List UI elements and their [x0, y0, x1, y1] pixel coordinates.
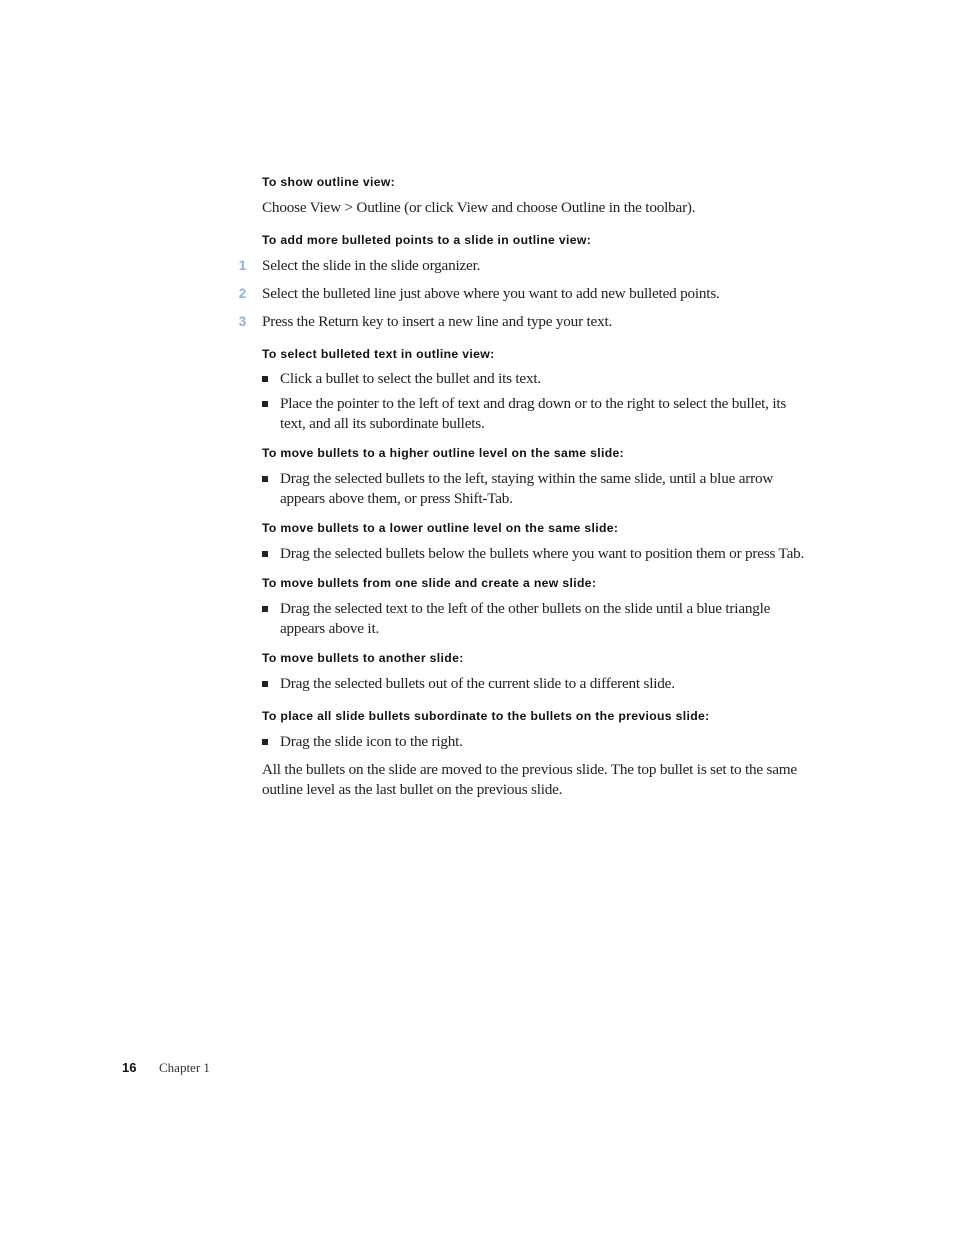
bullet-text: Click a bullet to select the bullet and its text. — [280, 370, 541, 387]
bullet-item — [262, 599, 807, 639]
bullet-text: Drag the selected bullets below the bullets where you want to position them or press Tab. — [280, 545, 805, 562]
section-heading: To show outline view: — [262, 175, 396, 189]
square-bullet-icon — [262, 401, 268, 407]
bullet-text: Drag the selected text to the left of the other bullets on the slide until a blue triangle appears above it. — [280, 600, 771, 637]
step-text: Press the Return key to insert a new line and type your text. — [262, 313, 613, 330]
bullet-text: Drag the slide icon to the right. — [280, 733, 463, 750]
numbered-step — [238, 284, 807, 304]
section-heading: To place all slide bullets subordinate to the bullets on the previous slide: — [262, 709, 710, 723]
bullet-item — [262, 394, 807, 434]
page-number: 16 — [122, 1060, 137, 1075]
bullet-item — [262, 544, 807, 564]
section-heading: To move bullets to a higher outline level on the same slide: — [262, 446, 625, 460]
numbered-step — [238, 256, 807, 276]
step-number: 3 — [238, 314, 246, 329]
step-number: 2 — [238, 286, 246, 301]
square-bullet-icon — [262, 681, 268, 687]
square-bullet-icon — [262, 551, 268, 557]
bullet-item — [262, 469, 807, 509]
page-content — [238, 174, 807, 800]
bullet-item — [262, 369, 807, 389]
square-bullet-icon — [262, 739, 268, 745]
bullet-item — [262, 732, 807, 752]
step-text: Select the bulleted line just above where you want to add new bulleted points. — [262, 285, 720, 302]
result-paragraph: All the bullets on the slide are moved to the previous slide. The top bullet is set to the same outline level as the last bullet on the previous slide. — [262, 761, 797, 798]
instruction-text: Choose View > Outline (or click View and choose Outline in the toolbar). — [262, 199, 696, 216]
section-heading: To select bulleted text in outline view: — [262, 347, 495, 361]
square-bullet-icon — [262, 606, 268, 612]
step-number: 1 — [238, 258, 246, 273]
step-text: Select the slide in the slide organizer. — [262, 257, 481, 274]
section-heading: To add more bulleted points to a slide in outline view: — [262, 233, 592, 247]
section-heading: To move bullets to another slide: — [262, 651, 464, 665]
square-bullet-icon — [262, 376, 268, 382]
section-heading: To move bullets from one slide and create a new slide: — [262, 576, 597, 590]
numbered-step — [238, 312, 807, 332]
bullet-text: Place the pointer to the left of text and drag down or to the right to select the bullet, its text, and all its subordinate bullets. — [280, 395, 787, 432]
bullet-text: Drag the selected bullets out of the current slide to a different slide. — [280, 675, 675, 692]
section-heading: To move bullets to a lower outline level on the same slide: — [262, 521, 619, 535]
bullet-item — [262, 674, 807, 694]
bullet-text: Drag the selected bullets to the left, staying within the same slide, until a blue arrow appears above them, or press Shift-Tab. — [280, 470, 774, 507]
square-bullet-icon — [262, 476, 268, 482]
chapter-label: Chapter 1 — [159, 1060, 210, 1075]
